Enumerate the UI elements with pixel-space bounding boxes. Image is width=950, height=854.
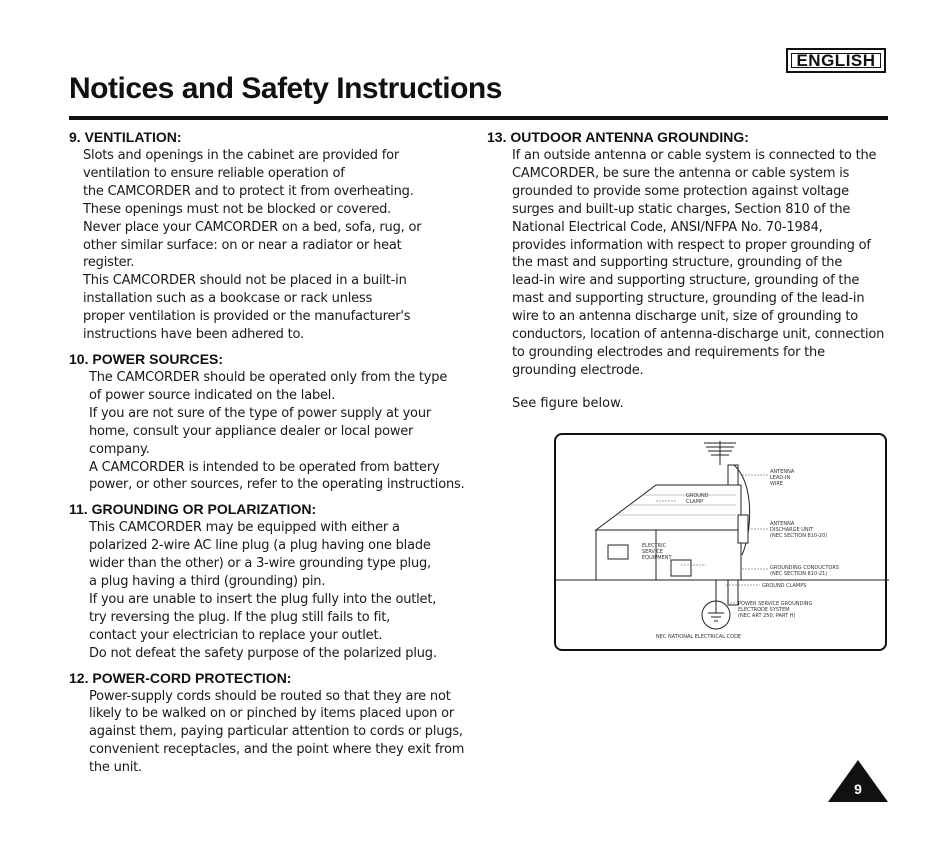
label-clamp: CLAMP xyxy=(686,499,704,505)
grounding-diagram xyxy=(556,435,889,653)
label-nec-footnote: NEC NATIONAL ELECTRICAL CODE xyxy=(656,634,742,640)
section-title: VENTILATION: xyxy=(84,129,182,145)
section-heading xyxy=(487,128,892,147)
page-title: Notices and Safety Instructions xyxy=(69,72,502,105)
body-line: wire to an antenna discharge unit, size of grounding to xyxy=(512,309,859,325)
section-body xyxy=(512,147,892,380)
label-lead-in: LEAD-IN xyxy=(770,475,791,481)
antenna-grounding-figure xyxy=(554,433,887,651)
body-line: home, consult your appliance dealer or local power xyxy=(89,423,414,439)
section-title: GROUNDING OR POLARIZATION: xyxy=(91,501,317,518)
label-power-grounding: POWER SERVICE GROUNDING xyxy=(738,601,813,607)
body-line: This CAMCORDER may be equipped with either a xyxy=(89,520,400,536)
body-line: the CAMCORDER and to protect it from overheating. xyxy=(83,183,414,199)
section-power-cord-protection xyxy=(69,669,474,778)
label-grounding-conductors: GROUNDING CONDUCTORS xyxy=(770,565,840,571)
section-grounding-polarization xyxy=(69,500,474,662)
label-electrode-system: ELECTRODE SYSTEM xyxy=(738,607,790,613)
label-antenna: ANTENNA xyxy=(770,469,795,475)
body-line: A CAMCORDER is intended to be operated from battery xyxy=(89,459,440,475)
label-discharge-unit: DISCHARGE UNIT xyxy=(770,527,814,533)
title-divider xyxy=(69,116,888,120)
body-line: lead-in wire and supporting structure, grounding of the xyxy=(512,273,860,289)
body-line: These openings must not be blocked or covered. xyxy=(83,201,392,217)
label-discharge-antenna: ANTENNA xyxy=(770,521,795,527)
body-line: provides information with respect to proper grounding of xyxy=(512,237,871,253)
label-service: SERVICE xyxy=(642,549,664,555)
section-title: POWER SOURCES: xyxy=(92,350,224,367)
body-line: If you are not sure of the type of power supply at your xyxy=(89,405,431,421)
page-number-badge xyxy=(828,760,888,802)
body-line: mast and supporting structure, grounding of the lead-in xyxy=(512,291,865,307)
language-label: ENGLISH xyxy=(796,50,876,70)
body-line: conductors, location of antenna-discharge unit, connection xyxy=(512,327,885,343)
body-line: to grounding electrodes and requirements for the xyxy=(512,344,825,360)
section-ventilation xyxy=(69,128,474,344)
body-line: If you are unable to insert the plug fully into the outlet, xyxy=(89,591,437,607)
label-equipment: EQUIPMENT xyxy=(642,555,672,561)
body-line: grounded to provide some protection against voltage xyxy=(512,183,849,199)
body-line: try reversing the plug. If the plug still fails to fit, xyxy=(89,609,391,625)
body-line: installation such as a bookcase or rack unless xyxy=(83,291,373,307)
body-line: Never place your CAMCORDER on a bed, sofa, rug, or xyxy=(83,219,422,235)
body-line: register. xyxy=(83,255,135,271)
body-line: ventilation to ensure reliable operation of xyxy=(83,165,345,181)
section-body xyxy=(89,519,474,662)
section-body xyxy=(83,147,474,344)
body-line: The CAMCORDER should be operated only from the type xyxy=(89,369,448,385)
body-line: of power source indicated on the label. xyxy=(89,387,336,403)
body-line: polarized 2-wire AC line plug (a plug having one blade xyxy=(89,538,431,554)
section-number: 12. xyxy=(69,669,89,686)
right-column xyxy=(487,126,892,417)
house-icon xyxy=(596,485,741,580)
section-heading xyxy=(69,500,474,519)
body-line: against them, paying particular attention to cords or plugs, xyxy=(89,724,463,740)
body-line: the mast and supporting structure, grounding of the xyxy=(512,255,843,271)
body-line: If an outside antenna or cable system is connected to the xyxy=(512,148,877,163)
section-number: 11. xyxy=(69,501,88,518)
body-line: a plug having a third (grounding) pin. xyxy=(89,574,326,590)
body-line: CAMCORDER, be sure the antenna or cable system is xyxy=(512,165,850,181)
body-line: This CAMCORDER should not be placed in a built-in xyxy=(83,273,407,289)
body-line: contact your electrician to replace your outlet. xyxy=(89,627,383,643)
section-title: POWER-CORD PROTECTION: xyxy=(92,669,292,686)
ground-symbol-icon xyxy=(708,613,724,621)
see-figure-note: See figure below. xyxy=(512,395,624,411)
body-line: instructions have been adhered to. xyxy=(83,327,304,343)
label-ground-clamps: GROUND CLAMPS xyxy=(762,583,807,589)
section-number: 9. xyxy=(69,129,81,145)
section-title: OUTDOOR ANTENNA GROUNDING: xyxy=(510,129,749,145)
section-number: 13. xyxy=(487,129,507,145)
label-electric: ELECTRIC xyxy=(642,543,667,549)
left-column xyxy=(69,126,474,783)
body-line: company. xyxy=(89,441,150,457)
section-outdoor-antenna-grounding xyxy=(487,128,892,411)
body-line: grounding electrode. xyxy=(512,362,644,378)
antenna-icon xyxy=(704,441,736,465)
body-line: Power-supply cords should be routed so that they are not xyxy=(89,688,451,704)
section-heading xyxy=(69,669,474,688)
section-body xyxy=(89,688,474,778)
body-line: likely to be walked on or pinched by items placed upon or xyxy=(89,706,455,722)
label-grounding-nec: (NEC SECTION 810-21) xyxy=(770,571,828,577)
section-heading xyxy=(69,128,474,147)
section-power-sources xyxy=(69,350,474,494)
discharge-unit xyxy=(738,515,748,543)
language-badge xyxy=(786,48,886,73)
section-body xyxy=(89,369,474,494)
section-heading xyxy=(69,350,474,369)
body-line: proper ventilation is provided or the manufacturer's xyxy=(83,309,411,325)
label-discharge-nec: (NEC SECTION 810-20) xyxy=(770,533,828,539)
body-line: wider than the other) or a 3-wire grounding type plug, xyxy=(89,556,431,572)
label-ground: GROUND xyxy=(686,493,709,499)
page-number: 9 xyxy=(854,781,862,797)
label-nec-art: (NEC ART 250, PART H) xyxy=(738,613,796,619)
body-line: convenient receptacles, and the point where they exit from xyxy=(89,742,465,758)
body-line: power, or other sources, refer to the operating instructions. xyxy=(89,477,465,493)
body-line: surges and built-up static charges, Section 810 of the xyxy=(512,201,851,217)
body-line: the unit. xyxy=(89,760,142,776)
body-line: other similar surface: on or near a radiator or heat xyxy=(83,237,402,253)
body-line: Do not defeat the safety purpose of the polarized plug. xyxy=(89,645,437,661)
body-line: National Electrical Code, ANSI/NFPA No. 70-1984, xyxy=(512,219,823,235)
body-line: Slots and openings in the cabinet are provided for xyxy=(83,148,399,163)
section-number: 10. xyxy=(69,350,89,367)
label-wire: WIRE xyxy=(770,481,784,487)
